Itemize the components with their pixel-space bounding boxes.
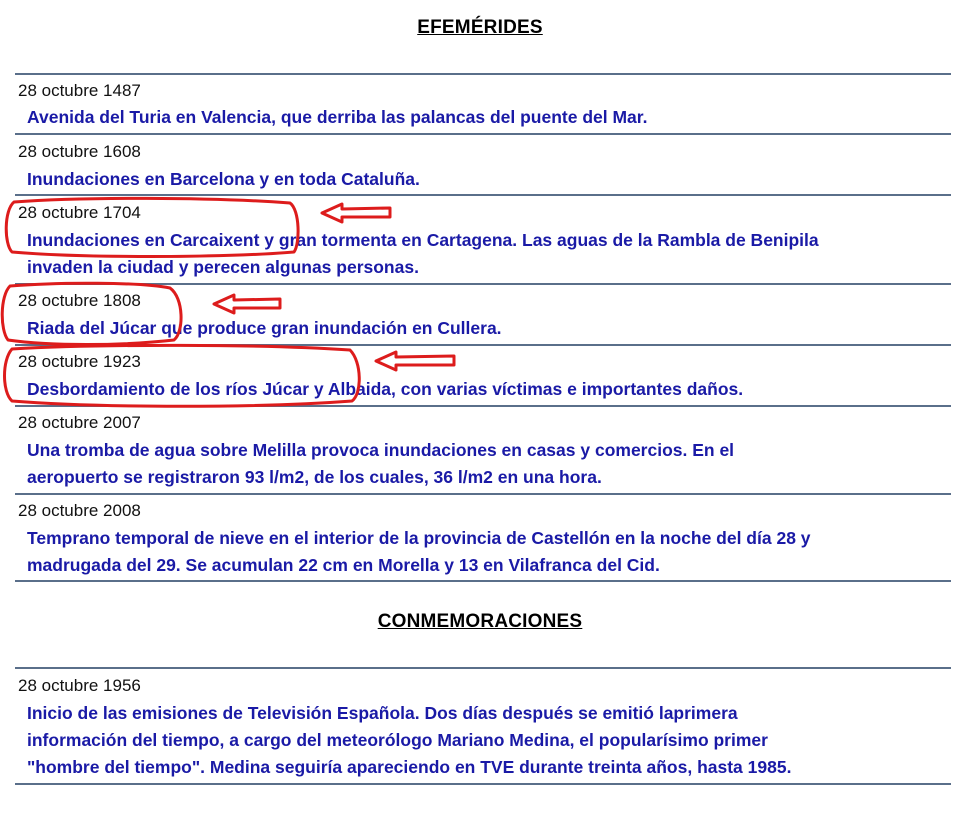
entry-text-line: Una tromba de agua sobre Melilla provoca inundaciones en casas y comercios. En el [27,440,735,460]
divider [15,283,951,285]
divider [15,405,951,407]
divider [15,580,951,582]
entry-date: 28 octubre 1956 [18,676,141,695]
divider [15,667,951,669]
entry-text-line: invaden la ciudad y perecen algunas personas. [27,257,419,277]
efemerides-heading: EFEMÉRIDES [417,17,543,38]
entry-date: 28 octubre 1808 [18,291,141,310]
divider [15,344,951,346]
divider [15,493,951,495]
divider [15,133,951,135]
entry-text-line: Inundaciones en Carcaixent y gran tormenta en Cartagena. Las aguas de la Rambla de Benipila [27,230,819,250]
arrow-left-icon [214,295,280,313]
entry-text-line: aeropuerto se registraron 93 l/m2, de los cuales, 36 l/m2 en una hora. [27,467,602,487]
entry-text-line: información del tiempo, a cargo del meteorólogo Mariano Medina, el popularísimo primer [27,730,768,750]
divider [15,194,951,196]
entry-text-line: Inicio de las emisiones de Televisión Española. Dos días después se emitió laprimera [27,703,738,723]
entry-date: 28 octubre 2008 [18,501,141,520]
entry-text-line: Inundaciones en Barcelona y en toda Cataluña. [27,169,420,189]
entry-text-line: Desbordamiento de los ríos Júcar y Albaida, con varias víctimas e importantes daños. [27,379,744,399]
divider [15,73,951,75]
entry-text-line: Avenida del Turia en Valencia, que derriba las palancas del puente del Mar. [27,107,648,127]
entry-date: 28 octubre 1608 [18,142,141,161]
entry-date: 28 octubre 2007 [18,413,141,432]
conmemoraciones-heading: CONMEMORACIONES [377,611,583,632]
entry-text-line: Temprano temporal de nieve en el interior de la provincia de Castellón en la noche del día 28 y [27,528,811,548]
divider [15,783,951,785]
arrow-left-icon [376,352,454,370]
entry-text-line: madrugada del 29. Se acumulan 22 cm en Morella y 13 en Vilafranca del Cid. [27,555,660,575]
entry-text-line: Riada del Júcar que produce gran inundación en Cullera. [27,318,502,338]
entry-date: 28 octubre 1487 [18,81,141,100]
entry-text-line: "hombre del tiempo". Medina seguiría apareciendo en TVE durante treinta años, hasta 1985. [27,757,792,777]
entry-date: 28 octubre 1704 [18,203,141,222]
entry-date: 28 octubre 1923 [18,352,141,371]
arrow-left-icon [322,204,390,222]
